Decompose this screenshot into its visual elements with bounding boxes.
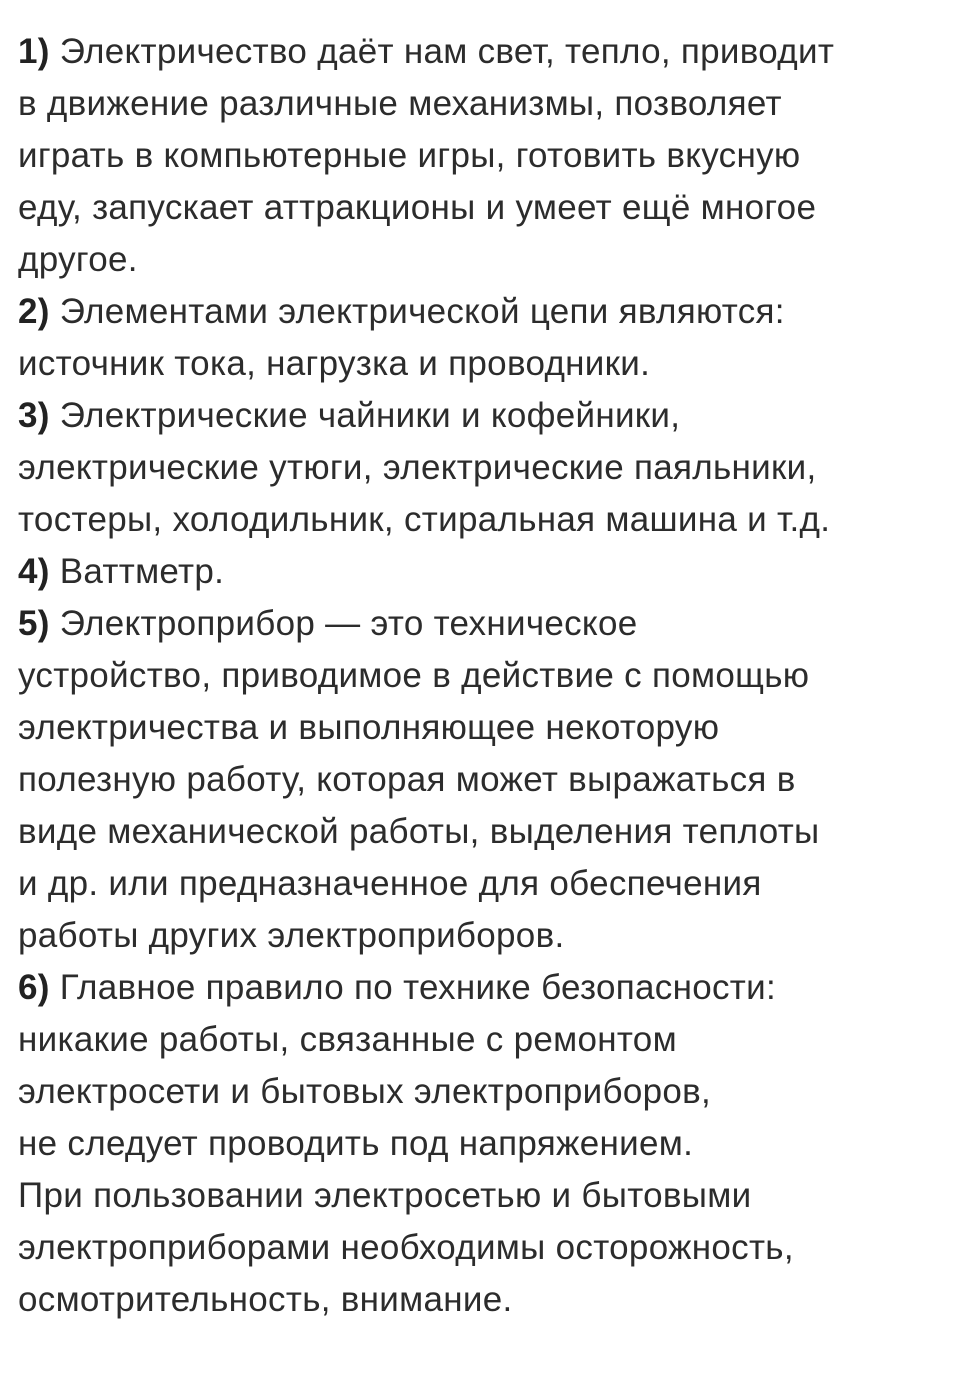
line-text: Электроприбор — это техническое bbox=[59, 604, 638, 643]
text-line: устройство, приводимое в действие с помощью bbox=[18, 656, 810, 695]
answer-text-block bbox=[18, 26, 943, 1326]
text-line: виде механической работы, выделения теплоты bbox=[18, 812, 820, 851]
text-line: другое. bbox=[18, 240, 138, 279]
item-number: 4) bbox=[18, 552, 50, 591]
text-line bbox=[18, 390, 943, 442]
line-text: Ваттметр. bbox=[59, 552, 225, 591]
answer-item-5 bbox=[18, 598, 943, 962]
line-text: Элементами электрической цепи являются: bbox=[59, 292, 785, 331]
answer-item-6 bbox=[18, 962, 943, 1326]
text-line: электроприборами необходимы осторожность, bbox=[18, 1228, 794, 1267]
answer-item-4 bbox=[18, 546, 943, 598]
answer-item-1 bbox=[18, 26, 943, 286]
item-number: 1) bbox=[18, 32, 50, 71]
item-number: 6) bbox=[18, 968, 50, 1007]
answer-item-2 bbox=[18, 286, 943, 390]
text-line: источник тока, нагрузка и проводники. bbox=[18, 344, 651, 383]
text-line: играть в компьютерные игры, готовить вкусную bbox=[18, 136, 801, 175]
text-line: При пользовании электросетью и бытовыми bbox=[18, 1176, 752, 1215]
text-line bbox=[18, 598, 943, 650]
item-number: 3) bbox=[18, 396, 50, 435]
text-line: и др. или предназначенное для обеспечения bbox=[18, 864, 762, 903]
answer-item-3 bbox=[18, 390, 943, 546]
text-line: еду, запускает аттракционы и умеет ещё многое bbox=[18, 188, 817, 227]
text-line: не следует проводить под напряжением. bbox=[18, 1124, 694, 1163]
text-line: электрические утюги, электрические паяльники, bbox=[18, 448, 817, 487]
text-line: полезную работу, которая может выражаться в bbox=[18, 760, 796, 799]
item-number: 2) bbox=[18, 292, 50, 331]
line-text: Электрические чайники и кофейники, bbox=[59, 396, 681, 435]
text-line bbox=[18, 962, 943, 1014]
text-line bbox=[18, 546, 943, 598]
text-line: электросети и бытовых электроприборов, bbox=[18, 1072, 712, 1111]
text-line: никакие работы, связанные с ремонтом bbox=[18, 1020, 677, 1059]
text-line bbox=[18, 286, 943, 338]
text-line: электричества и выполняющее некоторую bbox=[18, 708, 720, 747]
text-line: работы других электроприборов. bbox=[18, 916, 565, 955]
text-line: в движение различные механизмы, позволяет bbox=[18, 84, 782, 123]
line-text: Электричество даёт нам свет, тепло, приводит bbox=[59, 32, 835, 71]
line-text: Главное правило по технике безопасности: bbox=[59, 968, 776, 1007]
item-number: 5) bbox=[18, 604, 50, 643]
text-line bbox=[18, 26, 943, 78]
text-line: тостеры, холодильник, стиральная машина и т.д. bbox=[18, 500, 831, 539]
text-line: осмотрительность, внимание. bbox=[18, 1280, 513, 1319]
